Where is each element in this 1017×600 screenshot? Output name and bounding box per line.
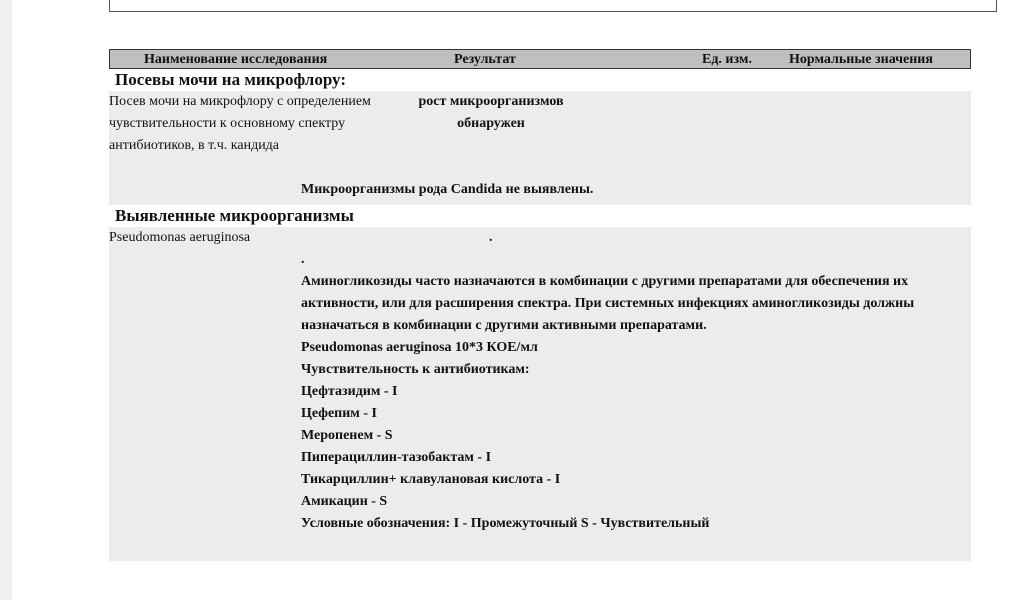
antibiotic-item: Цефтазидим - I [301,384,398,399]
section-title-organisms: Выявленные микроорганизмы [109,205,971,227]
section-title-urine-culture: Посевы мочи на микрофлору: [109,69,971,91]
header-result: Результат [454,52,516,67]
organism-details [301,249,971,535]
organisms-block [109,227,971,561]
antibiotic-item: Меропенем - S [301,428,393,443]
lab-report [109,49,971,561]
header-name: Наименование исследования [144,52,328,67]
result-dot-1: . [489,230,493,245]
antibiotic-item: Цефепим - I [301,406,377,421]
header-unit: Ед. изм. [702,52,752,67]
candida-note: Микроорганизмы рода Candida не выявлены. [301,182,594,197]
result-line-1: рост микроорганизмов [418,94,564,109]
header-norm: Нормальные значения [789,52,933,67]
aminoglycoside-comment: Аминогликозиды часто назначаются в комбинации с другими препаратами для обеспечения их активности, или для расширения спектра. При системных инфекциях аминогликозиды должны назначаться в комбинации с другими активными препаратами. [301,274,915,333]
result-dot-2: . [301,252,305,267]
organism-name: Pseudomonas aeruginosa [109,230,251,245]
antibiotic-item: Тикарциллин+ клавулановая кислота - I [301,472,561,487]
previous-section-box [109,0,997,12]
sensitivity-title: Чувствительность к антибиотикам: [301,362,530,377]
table-header [109,49,971,69]
antibiotic-item: Пиперациллин-тазобактам - I [301,450,492,465]
legend-note: Условные обозначения: I - Промежуточный S - Чувствительный [301,516,710,531]
antibiotic-item: Амикацин - S [301,494,388,509]
test-name: Посев мочи на микрофлору с определением чувствительности к основному спектру антибиотиков, в т.ч. кандида [109,94,371,153]
result-line-2: обнаружен [457,116,525,131]
left-gutter [0,0,12,600]
urine-culture-block [109,91,971,205]
colony-count: Pseudomonas aeruginosa 10*3 КОЕ/мл [301,340,538,355]
